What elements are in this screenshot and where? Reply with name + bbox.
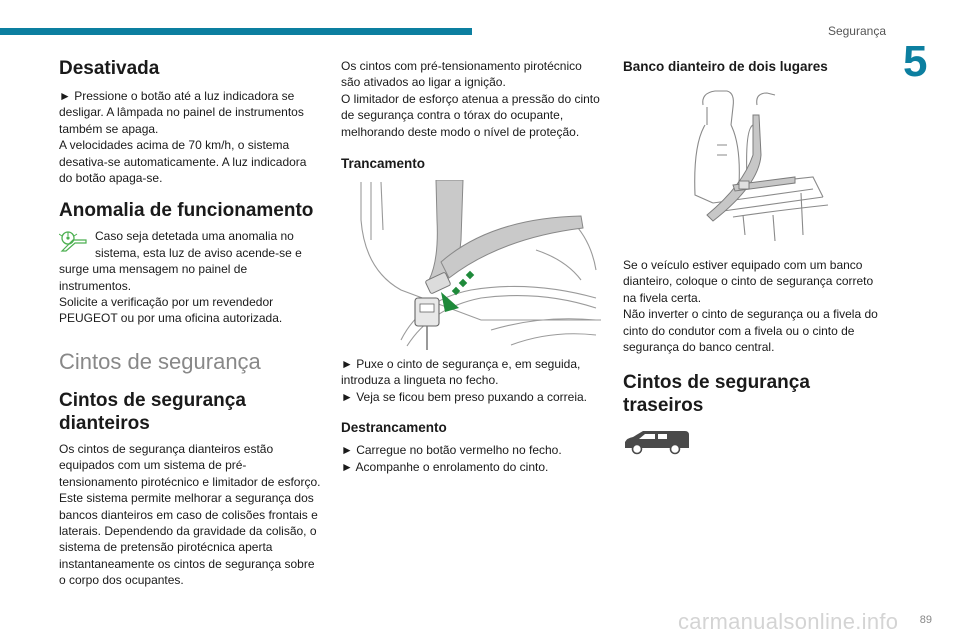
paragraph: ► Pressione o botão até a luz indicadora se desligar. A lâmpada no painel de instrumentos também se apaga. [59, 89, 304, 136]
two-seat-bench-illustration [623, 85, 885, 243]
paragraph: Caso seja detetada uma anomalia no sistema, esta luz de aviso acende-se e [95, 229, 302, 260]
paragraph: ► Veja se ficou bem preso puxando a correia. [341, 389, 588, 404]
paragraph: Este sistema permite melhorar a segurança dos bancos dianteiros em caso de colisões frontais e laterais. Dependendo da gravidade da colisão, o sistema de pretensão pirotécnica aperta instantaneamente os cintos de segurança sobre o corpo dos ocupantes. [59, 491, 318, 588]
paragraph: ► Acompanhe o enrolamento do cinto. [341, 459, 549, 474]
warning-block [59, 228, 321, 261]
paragraph: A velocidades acima de 70 km/h, o sistema desativa-se automaticamente. A luz indicadora do botão apaga-se. [59, 138, 307, 186]
van-silhouette-icon [623, 429, 691, 455]
heading-desativada: Desativada [59, 58, 160, 79]
paragraph: Os cintos de segurança dianteiros estão equipados com um sistema de pré-tensionamento pirotécnico e limitador de esforço. [59, 441, 321, 489]
column-right [623, 58, 885, 455]
heading-banco: Banco dianteiro de dois lugares [623, 59, 828, 74]
heading-destrancamento: Destrancamento [341, 420, 447, 436]
page-number: 89 [919, 614, 932, 626]
column-middle [341, 58, 603, 475]
watermark: carmanualsonline.info [678, 609, 899, 634]
paragraph: O limitador de esforço atenua a pressão do cinto de segurança contra o tórax do ocupante, melhorando deste modo o nível de proteção. [341, 91, 600, 139]
column-left [59, 58, 321, 589]
heading-trancamento: Trancamento [341, 156, 426, 172]
paragraph: Não inverter o cinto de segurança ou a fivela do cinto do condutor com a fivela ou o cinto de segurança do banco central. [623, 307, 878, 355]
heading-traseiros: Cintos de segurança traseiros [623, 372, 810, 417]
heading-cintos: Cintos de segurança [59, 348, 261, 374]
heading-anomalia: Anomalia de funcionamento [59, 200, 314, 222]
seatbelt-locking-illustration [341, 180, 603, 350]
paragraph: ► Puxe o cinto de segurança e, em seguida, introduza a lingueta no fecho. [341, 357, 581, 388]
seatbelt-steering-warning-icon [59, 230, 89, 252]
top-accent-bar [0, 28, 472, 35]
section-header: Segurança [827, 24, 886, 38]
chapter-number: 5 [903, 37, 928, 86]
paragraph: ► Carregue no botão vermelho no fecho. [341, 443, 562, 458]
heading-dianteiros: Cintos de segurança dianteiros [59, 389, 246, 434]
paragraph: Os cintos com pré-tensionamento pirotécnico são ativados ao ligar a ignição. [341, 59, 582, 90]
paragraph: surge uma mensagem no painel de instrumentos. [59, 262, 248, 293]
paragraph: Solicite a verificação por um revendedor PEUGEOT ou por uma oficina autorizada. [59, 295, 283, 326]
paragraph: Se o veículo estiver equipado com um banco dianteiro, coloque o cinto de segurança correto na fivela certa. [623, 258, 874, 305]
